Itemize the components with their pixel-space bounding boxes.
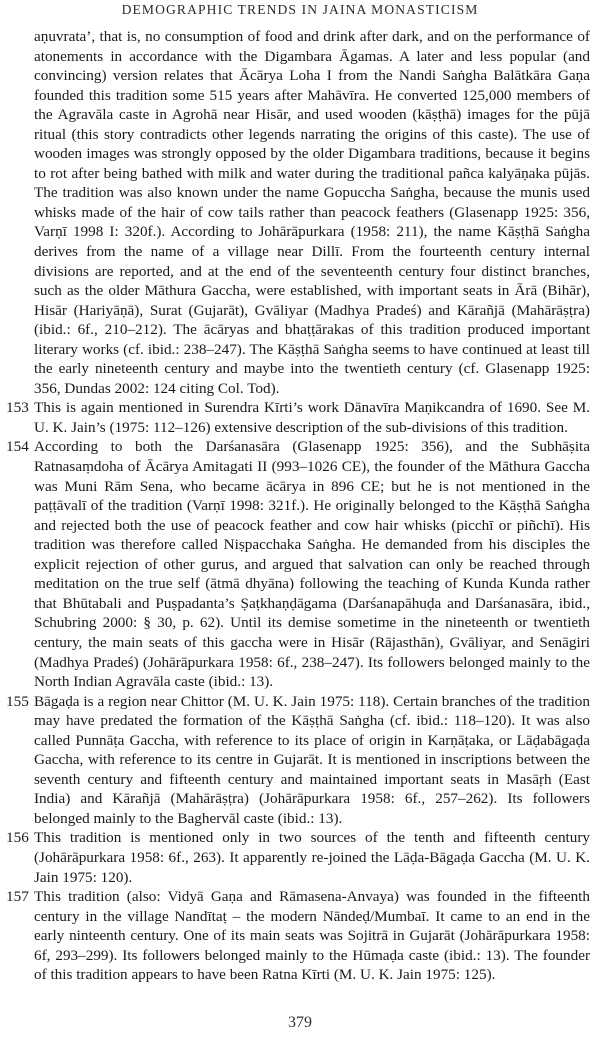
footnote-text: This is again mentioned in Surendra Kīrti’s work Dānavīra Maṇikcandra of 1690. See M. U. K. Jain’s (1975: 112–126) extensive description of the sub-divisions of this tradition.: [34, 399, 590, 436]
footnote-text: This tradition is mentioned only in two sources of the tenth and fifteenth century (Johārāpurkara 1958: 6f., 263). It apparently re-joined the Lāḍa-Bāgaḍa Gaccha (M. U. K. Jain 1975: 120).: [34, 829, 590, 886]
footnote-number: 157: [6, 888, 29, 906]
page-number: 379: [288, 1014, 312, 1031]
footnote-156: [6, 828, 590, 887]
footnote-text: Bāgaḍa is a region near Chittor (M. U. K. Jain 1975: 118). Certain branches of the tradition may have predated the formation of the Kāṣṭhā Saṅgha (cf. ibid.: 118–120). It was also called Punnāṭa Gaccha, with reference to its place of origin in Karṇāṭaka, or Lāḍabāgaḍa Gaccha, with reference to its centre in Gujarāt. It is mentioned in inscriptions between the seventh century and fifteenth century and maintained important seats in Masāṛh (East India) and Kārañjā (Mahārāṣṭra) (Johārāpurkara 1958: 6f., 257–262). Its followers belonged mainly to the Baghervāl caste (ibid.: 13).: [34, 692, 590, 827]
footnote-number: 156: [6, 829, 29, 847]
footnote-153: [6, 398, 590, 437]
footnote-number: 153: [6, 399, 29, 417]
footnote-157: [6, 887, 590, 985]
footnotes-body: [6, 27, 590, 985]
footnote-text: According to both the Darśanasāra (Glasenapp 1925: 356), and the Subhāṣita Ratnasaṃdoha of Ācārya Amitagati II (993–1026 CE), the founder of the Māthura Gaccha was Muni Rām Sena, who became ācārya in 896 CE; but he is not mentioned in the paṭṭāvalī of the tradition (Varṇī 1998: 321f.). He originally belonged to the Kāṣṭhā Saṅgha and rejected both the use of peacock feather and cow hair whisks (picchī or piñchī). His tradition was therefore called Niṣpacchaka Saṅgha. He demanded from his disciples the explicit rejection of other gurus, and argued that salvation can only be reached through meditation on the true self (ātmā dhyāna) following the teaching of Kunda Kunda rather that Bhūtabali and Puṣpadanta’s Ṣaṭkhaṇḍāgama (Darśanapāhuḍa and Darśanasāra, ibid., Schubring 2000: § 30, p. 62). Until its demise sometime in the nineteenth or twentieth century, the main seats of this gaccha were in Hisār (Rājasthān), Gvāliyar, and Senāgiri (Madhya Pradeś) (Johārāpurkara 1958: 6f., 238–247). Its followers belonged mainly to the North Indian Agravāla caste (ibid.: 13).: [34, 438, 590, 691]
footnote-154: [6, 437, 590, 691]
footnote-155: [6, 692, 590, 829]
footnote-number: 155: [6, 692, 29, 710]
continued-footnote: aṇuvrata’, that is, no consumption of food and drink after dark, and on the performance of atonements in accordance with the Digambara Āgamas. A later and less popular (and convincing) version relates that Ācārya Loha I from the Nandi Saṅgha Balātkāra Gaṇa founded this tradition some 515 years after Mahāvīra. He converted 125,000 members of the Agravāla caste in Agrohā near Hisār, and used wooden (kāṣṭhā) images for the pūjā ritual (this story contradicts other legends narrating the origins of this caste). The use of wooden images was strongly opposed by the older Digambara traditions, because it begins to rot after being bathed with milk and water during the traditional pañca kalyāṇaka pūjās. The tradition was also known under the name Gopuccha Saṅgha, because the munis used whisks made of the hair of cow tails rather than peacock feathers (Glasenapp 1925: 356, Varṇī 1998 I: 320f.). According to Johārāpurkara (1958: 211), the name Kāṣṭhā Saṅgha derives from the name of a village near Dillī. From the fourteenth century internal divisions are reported, and at the end of the seventeenth century four distinct branches, such as the older Māthura Gaccha, were established, with important seats in Ārā (Bihār), Hisār (Hariyāṇā), Surat (Gujarāt), Gvāliyar (Madhya Pradeś) and Kārañjā (Mahārāṣṭra) (ibid.: 6f., 210–212). The ācāryas and bhaṭṭārakas of this tradition produced important literary works (cf. ibid.: 238–247). The Kāṣṭhā Saṅgha seems to have continued at least till the early nineteenth century and maybe into the twentieth century (cf. Glasenapp 1925: 356, Dundas 2002: 124 citing Col. Tod).: [34, 28, 590, 397]
footnote-number: 154: [6, 438, 29, 456]
running-header: DEMOGRAPHIC TRENDS IN JAINA MONASTICISM: [121, 2, 479, 17]
footnote-text: This tradition (also: Vidyā Gaṇa and Rāmasena-Anvaya) was founded in the fifteenth century in the village Nandītaṭ – the modern Nāndeḍ/Mumbaī. It came to an end in the early ninteenth century. One of its main seats was Sojitrā in Gujarāt (Johārāpurkara 1958: 6f, 293–299). Its followers belonged mainly to the Hūmaḍa caste (ibid.: 13). The founder of this tradition appears to have been Ratna Kīrti (M. U. K. Jain 1975: 125).: [34, 888, 590, 984]
